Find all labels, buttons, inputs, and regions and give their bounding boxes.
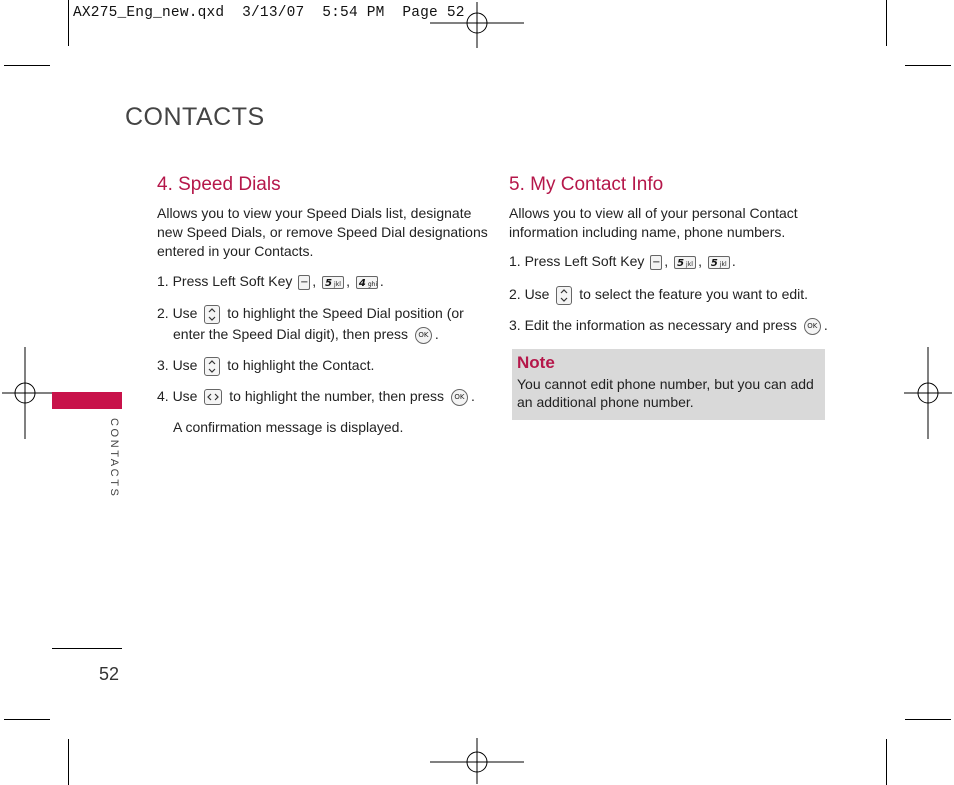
my-contact-info-description: Allows you to view all of your personal Contact information including name, phone numbers.: [509, 205, 798, 240]
key-5-icon: 5 jkl: [674, 256, 696, 269]
registration-mark-right: [904, 347, 954, 439]
my-contact-info-step-3: 3. Edit the information as necessary and press OK .: [509, 317, 828, 333]
my-contact-info-heading: 5. My Contact Info: [509, 174, 664, 195]
registration-mark-top: [430, 2, 526, 48]
key-5-icon: 5 jkl: [708, 256, 730, 269]
page-number: 52: [99, 664, 120, 684]
footer-rule: [52, 648, 122, 649]
ok-key-icon: OK: [415, 327, 432, 344]
key-4-icon: 4 ghi: [356, 276, 378, 289]
side-tab-bar: [52, 392, 122, 409]
registration-mark-bottom: [430, 738, 526, 784]
side-tab-label: CONTACTS: [108, 418, 120, 499]
speed-dials-step-2-line-2: enter the Speed Dial digit), then press OK .: [173, 326, 439, 342]
my-contact-info-step-1: 1. Press Left Soft Key − , 5 jkl , 5 jkl .: [509, 253, 736, 269]
soft-key-icon: −: [652, 256, 661, 268]
nav-up-down-icon: [204, 305, 220, 324]
ok-key-icon: OK: [804, 318, 821, 335]
print-slug: AX275_Eng_new.qxd 3/13/07 5:54 PM Page 52: [73, 5, 465, 21]
speed-dials-step-4: 4. Use to highlight the number, then press OK .: [157, 388, 475, 404]
speed-dials-description: Allows you to view your Speed Dials list, designate new Speed Dials, or remove Speed Dial designations entered in your Contacts.: [157, 205, 488, 259]
speed-dials-heading: 4. Speed Dials: [157, 174, 281, 195]
nav-up-down-icon: [556, 286, 572, 305]
speed-dials-step-1: 1. Press Left Soft Key − , 5 jkl , 4 ghi .: [157, 273, 384, 289]
soft-key-icon: −: [300, 276, 309, 288]
speed-dials-confirmation: A confirmation message is displayed.: [173, 419, 404, 435]
note-text: You cannot edit phone number, but you can add an additional phone number.: [517, 376, 814, 410]
note-title: Note: [517, 353, 555, 372]
speed-dials-step-3: 3. Use to highlight the Contact.: [157, 355, 374, 376]
page-title: CONTACTS: [125, 103, 265, 131]
my-contact-info-step-2: 2. Use to select the feature you want to edit.: [509, 284, 808, 305]
ok-key-icon: OK: [451, 389, 468, 406]
speed-dials-step-2: 2. Use to highlight the Speed Dial position (or: [157, 303, 464, 324]
nav-up-down-icon: [204, 357, 220, 376]
key-5-icon: 5 jkl: [322, 276, 344, 289]
nav-left-right-icon: [204, 389, 222, 405]
registration-mark-left: [2, 347, 52, 439]
